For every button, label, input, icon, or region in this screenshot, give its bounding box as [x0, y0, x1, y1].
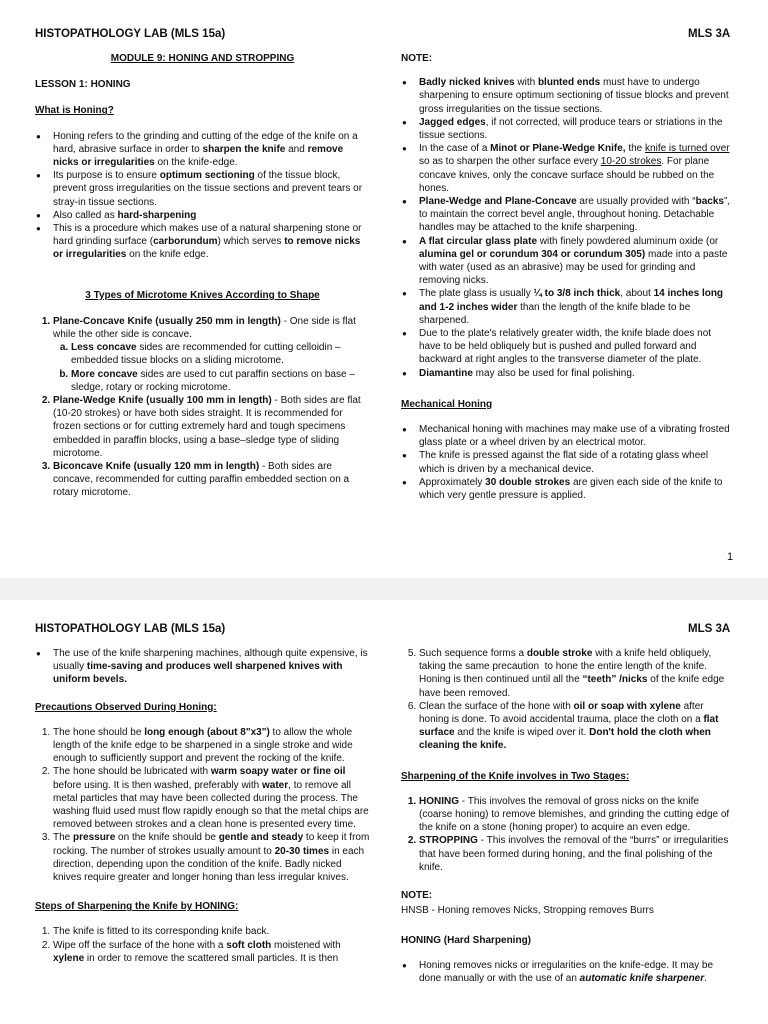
list-item: a. Less concave sides are recommended for cutting celloidin – embedded tissue blocks on a sliding microtome. [71, 341, 370, 367]
list-item: ● Honing refers to the grinding and cutting of the edge of the knife on a hard, abrasive surface in order to sharpen the knife and remove nicks or irregularities on the knife-edge. [35, 130, 370, 170]
header-title: HISTOPATHOLOGY LAB (MLS 15a) [35, 623, 226, 635]
list-item: ● Also called as hard-sharpening [35, 209, 370, 222]
list-item: ● The plate glass is usually ¼ to 3/8 inch thick, about 14 inches long and 1-2 inches wider than the length of the knife blade to be sharpened. [401, 287, 733, 327]
left-column [35, 647, 370, 965]
note-list [401, 76, 733, 380]
hard-list [401, 959, 733, 985]
intro-list [35, 647, 370, 687]
list-item: 1. The knife is fitted to its corresponding knife back. [53, 925, 370, 938]
list-item: ● Diamantine may also be used for final polishing. [401, 367, 733, 380]
note-label: NOTE: [401, 53, 433, 64]
mechanical-list [401, 423, 733, 502]
list-item: 2. The hone should be lubricated with warm soapy water or fine oil before using. It is then washed, preferably with water, to remove all metal particles that may have been collected during the process. The washing fluid used must flow rapidly enough so that the metal chips are removed between strokes and a clean hone is presented every time. [53, 765, 370, 831]
module-title: MODULE 9: HONING AND STROPPING [110, 53, 295, 64]
section-heading: What is Honing? [35, 105, 114, 117]
right-column [401, 647, 733, 985]
header-title: HISTOPATHOLOGY LAB (MLS 15a) [35, 28, 226, 40]
list-item: ● In the case of a Minot or Plane-Wedge Knife, the knife is turned over so as to sharpen the other surface every 10-20 strokes. For plane concave knives, only the concave surface should be rubbed on the hones. [401, 142, 733, 195]
page-2 [0, 600, 768, 1024]
list-item: ● Plane-Wedge and Plane-Concave are usually provided with “backs”, to maintain the correct bevel angle, throughout honing. Detachable handles may be attached to the knife sharpening. [401, 195, 733, 235]
header-course: MLS 3A [688, 623, 731, 635]
list-item: 5. Such sequence forms a double stroke with a knife held obliquely, taking the same precaution to hone the entire length of the knife. Honing is then continued until all the “teeth” /nicks of the knife edge have been removed. [419, 647, 733, 700]
list-item: ● The knife is pressed against the flat side of a rotating glass wheel which is driven by a mechanical device. [401, 449, 733, 475]
hnsb-note: HNSB - Honing removes Nicks, Stropping removes Burrs [401, 905, 654, 917]
list-item: ● Due to the plate's relatively greater width, the knife blade does not have to be held obliquely but is pushed and pulled forward and backward at right angles to the transverse diameter of the plate. [401, 327, 733, 367]
list-item: b. More concave sides are used to cut paraffin sections on base – sledge, rotary or rocking microtome. [71, 368, 370, 394]
list-item: ● The use of the knife sharpening machines, although quite expensive, is usually time-saving and produces well sharpened knives with uniform bevels. [35, 647, 370, 687]
section-heading: Precautions Observed During Honing: [35, 701, 217, 713]
list-item: ● A flat circular glass plate with finely powdered aluminum oxide (or alumina gel or corundum 304 or corundum 305) made into a paste with water (used as an abrasive) may be used for grinding and removing nicks. [401, 235, 733, 288]
list-item: 2. Plane-Wedge Knife (usually 100 mm in length) - Both sides are flat (10-20 strokes) or have both sides straight. It is recommended for frozen sections or for cutting extremely hard and tough specimens embedded in paraffin blocks, using a base–sledge type of sliding microtome. [53, 394, 370, 460]
list-item: 2. Wipe off the surface of the hone with a soft cloth moistened with xylene in order to remove the scattered small particles. It is then [53, 939, 370, 965]
what-list [35, 130, 370, 262]
knife-types-list [35, 315, 370, 500]
section-heading: 3 Types of Microtome Knives According to Shape [85, 289, 320, 301]
section-heading: HONING (Hard Sharpening) [401, 935, 532, 947]
list-item: 1. Plane-Concave Knife (usually 250 mm in length) - One side is flat while the other side is concave. a. Less concave sides are recommended for cutting celloidin – embedded tissue blocks on a sliding microtome. b. More concave sides are used to cut paraffin sections on base – sledge, rotary or rocking microtome. [53, 315, 370, 394]
page-number: 1 [727, 551, 734, 563]
list-item: ● Jagged edges, if not corrected, will produce tears or striations in the tissue sections. [401, 116, 733, 142]
list-item: ● Approximately 30 double strokes are given each side of the knife to which very gentle pressure is applied. [401, 476, 733, 502]
sub-list [53, 341, 370, 394]
list-item: 3. The pressure on the knife should be gentle and steady to keep it from rocking. The number of strokes usually amount to 20-30 times in each direction, depending upon the condition of the knife. Badly nicked knives require greater and longer honing than less irregular knives. [53, 831, 370, 884]
list-item: 6. Clean the surface of the hone with oil or soap with xylene after honing is done. To avoid accidental trauma, place the cloth on a flat surface and the knife is wiped over it. Don't hold the cloth when cleaning the knife. [419, 700, 733, 753]
list-item: 2. STROPPING - This involves the removal of the “burrs” or irregularities that have been formed during honing, and the final polishing of the knife. [419, 834, 733, 874]
section-heading: Sharpening of the Knife involves in Two Stages: [401, 770, 630, 782]
list-item: 1. HONING - This involves the removal of gross nicks on the knife (coarse honing) to remove blemishes, and grinding the cutting edge of the knife on a stone (honing proper) to acquire an even edge. [419, 795, 733, 835]
note-label: NOTE: [401, 890, 433, 902]
precautions-list [35, 726, 370, 884]
left-column [35, 52, 370, 500]
lesson-title: LESSON 1: HONING [35, 79, 131, 91]
list-item: 1. The hone should be long enough (about 8"x3") to allow the whole length of the knife edge to be sharpened in a single stroke and wide enough to sufficiently support and prevent the rocking of the knife. [53, 726, 370, 766]
steps-list-continued [401, 647, 733, 753]
header-course: MLS 3A [688, 28, 731, 40]
list-item: ● Mechanical honing with machines may make use of a vibrating frosted glass plate or a wheel driven by an electrical motor. [401, 423, 733, 449]
list-item: 3. Biconcave Knife (usually 120 mm in length) - Both sides are concave, recommended for cutting paraffin embedded section on a rotary microtome. [53, 460, 370, 500]
right-column [401, 52, 733, 502]
steps-list [35, 925, 370, 965]
list-item: ● Honing removes nicks or irregularities on the knife-edge. It may be done manually or with the use of an automatic knife sharpener. [401, 959, 733, 985]
list-item: ● Its purpose is to ensure optimum sectioning of the tissue block, prevent gross irregularities on the tissue sections and prevent tears or stray-in tissue sections. [35, 169, 370, 209]
list-item: ● Badly nicked knives with blunted ends must have to undergo sharpening to ensure optimum sectioning of tissue blocks and prevent gross irregularities on the tissue sections. [401, 76, 733, 116]
section-heading: Mechanical Honing [401, 398, 493, 410]
stages-list [401, 795, 733, 874]
list-item: ● This is a procedure which makes use of a natural sharpening stone or hard grinding surface (carborundum) which serves to remove nicks or irregularities on the knife edge. [35, 222, 370, 262]
section-heading: Steps of Sharpening the Knife by HONING: [35, 901, 239, 913]
